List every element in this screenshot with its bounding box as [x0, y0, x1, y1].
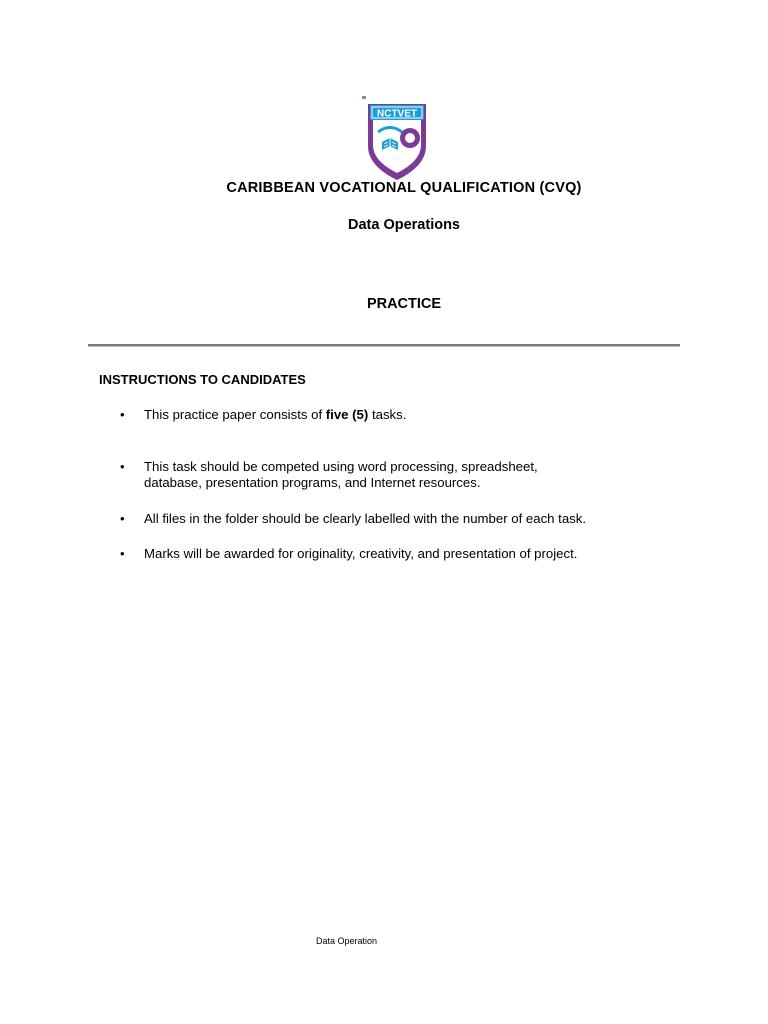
- instruction-text: Marks will be awarded for originality, creativity, and presentation of project.: [144, 546, 578, 561]
- instruction-text: This practice paper consists of five (5) tasks.: [144, 407, 407, 422]
- bullet-icon: •: [120, 459, 125, 474]
- instruction-text: This task should be competed using word processing, spreadsheet, database, presentation programs, and Internet resources.: [144, 459, 538, 490]
- bullet-icon: •: [120, 407, 125, 422]
- horizontal-divider: [88, 344, 680, 347]
- svg-text:NCTVET: NCTVET: [377, 108, 417, 120]
- subject-title: Data Operations: [348, 217, 460, 233]
- instruction-text: All files in the folder should be clearly labelled with the number of each task.: [144, 511, 587, 526]
- instructions-heading: INSTRUCTIONS TO CANDIDATES: [99, 372, 306, 387]
- qualification-title: CARIBBEAN VOCATIONAL QUALIFICATION (CVQ): [226, 180, 582, 196]
- page-footer: Data Operation: [316, 936, 378, 946]
- task-count-emphasis: five (5): [325, 407, 369, 422]
- paper-type-label: PRACTICE: [366, 296, 442, 312]
- bullet-icon: •: [120, 511, 125, 526]
- bullet-icon: •: [120, 546, 125, 561]
- nctvet-logo: [362, 96, 432, 182]
